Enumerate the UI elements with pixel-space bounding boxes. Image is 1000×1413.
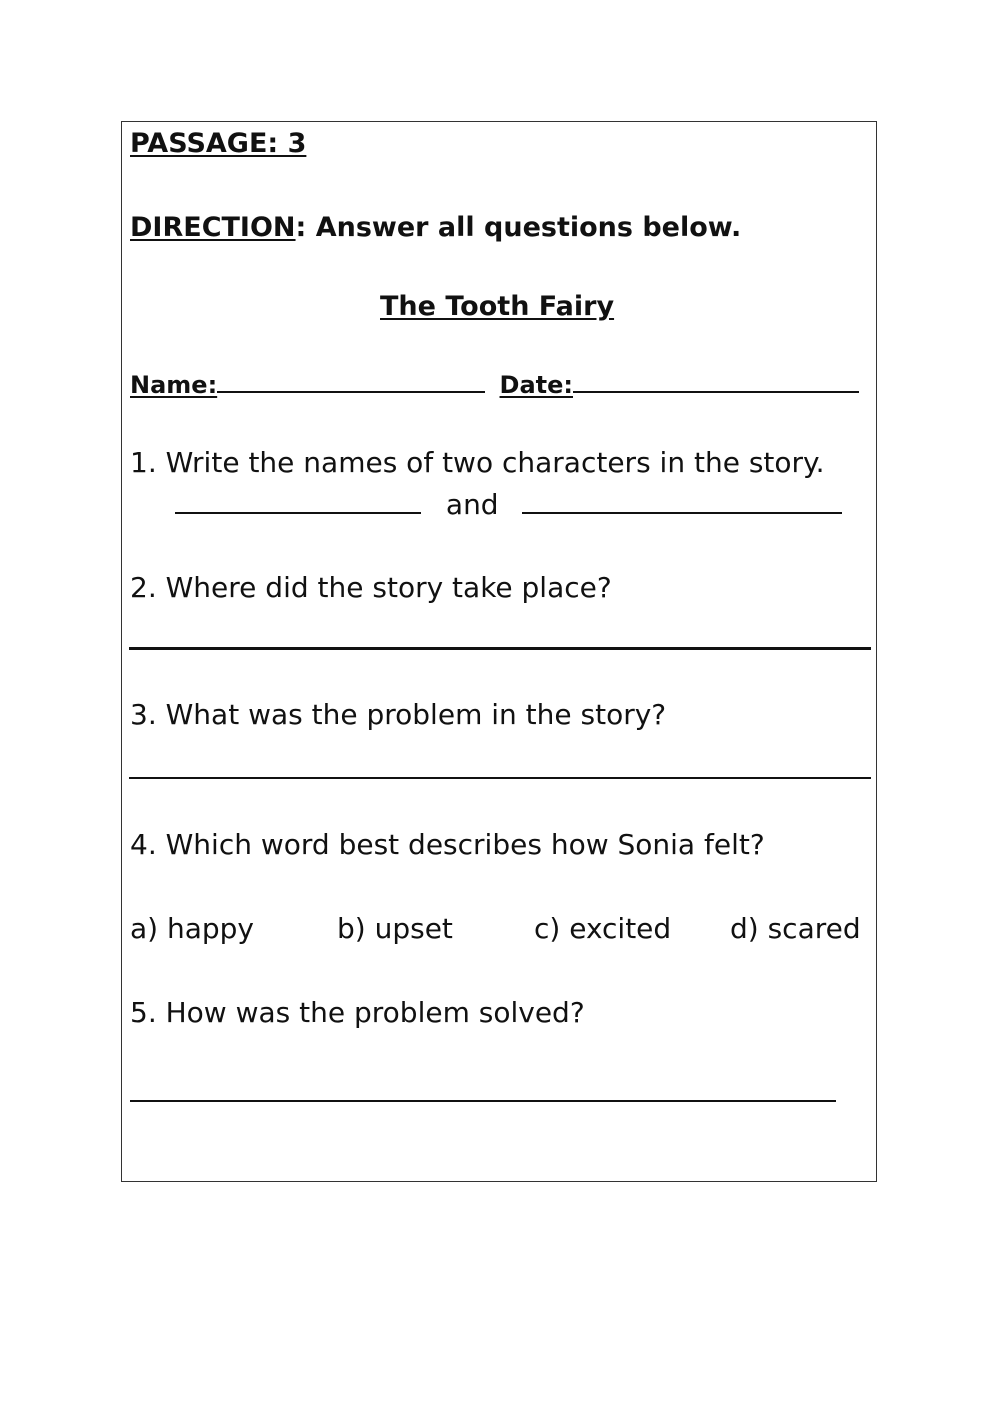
question-2: 2. Where did the story take place? bbox=[130, 571, 612, 604]
passage-label: PASSAGE: 3 bbox=[130, 128, 307, 159]
question-5-answer-line[interactable] bbox=[130, 1100, 836, 1102]
question-4: 4. Which word best describes how Sonia felt? bbox=[130, 828, 765, 861]
option-b[interactable]: b) upset bbox=[337, 912, 453, 945]
option-a[interactable]: a) happy bbox=[130, 912, 255, 945]
date-label: Date: bbox=[499, 371, 573, 399]
question-3: 3. What was the problem in the story? bbox=[130, 698, 667, 731]
character-2-blank[interactable] bbox=[522, 512, 842, 514]
direction-line bbox=[130, 214, 741, 241]
question-1-answer-row bbox=[175, 488, 842, 521]
question-3-answer-line[interactable] bbox=[129, 777, 871, 779]
name-date-row bbox=[130, 373, 859, 397]
option-d[interactable]: d) scared bbox=[730, 912, 861, 945]
question-1: 1. Write the names of two characters in the story. bbox=[130, 446, 825, 479]
and-connector: and bbox=[445, 488, 499, 521]
question-5: 5. How was the problem solved? bbox=[130, 996, 585, 1029]
name-blank[interactable] bbox=[217, 391, 485, 393]
direction-label: DIRECTION bbox=[130, 212, 296, 243]
worksheet-title: The Tooth Fairy bbox=[380, 291, 615, 322]
option-c[interactable]: c) excited bbox=[534, 912, 672, 945]
question-2-answer-line[interactable] bbox=[129, 647, 871, 650]
date-blank[interactable] bbox=[573, 391, 859, 393]
name-label: Name: bbox=[130, 371, 218, 399]
direction-text: : Answer all questions below. bbox=[295, 212, 742, 243]
character-1-blank[interactable] bbox=[175, 512, 421, 514]
